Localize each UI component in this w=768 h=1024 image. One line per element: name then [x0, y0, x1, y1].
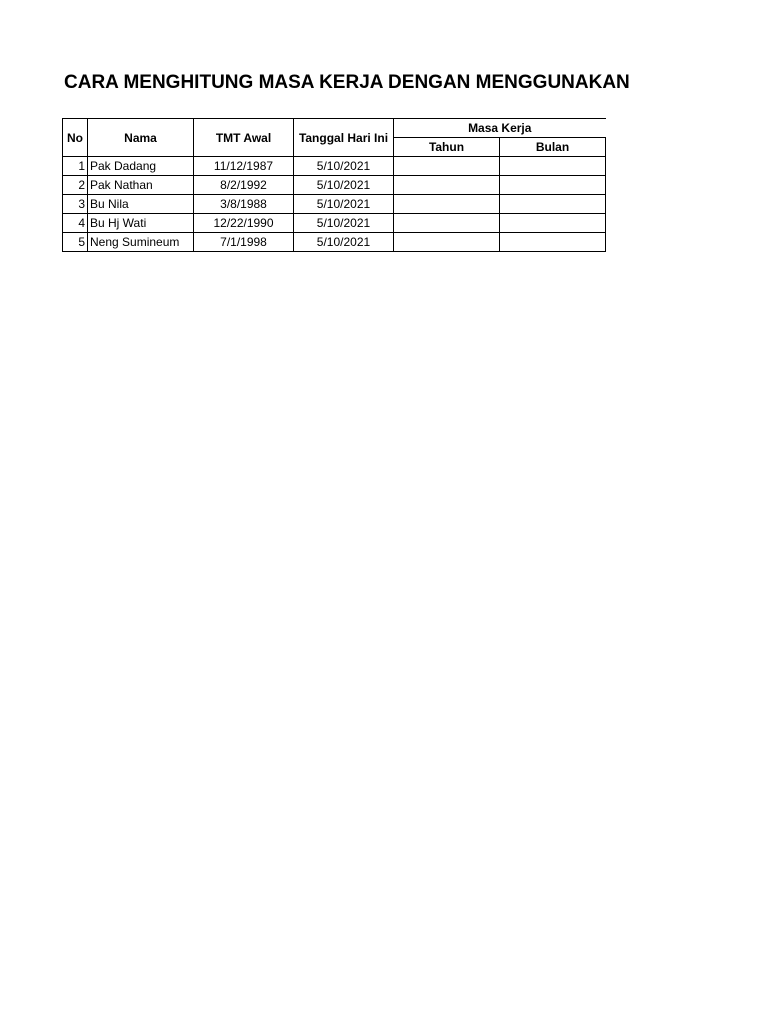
cell-tahun[interactable] — [394, 157, 500, 176]
header-tmt-awal[interactable]: TMT Awal — [194, 119, 294, 157]
table-header-row-1 — [63, 119, 606, 138]
table-row — [63, 195, 606, 214]
cell-nama[interactable]: Bu Hj Wati — [88, 214, 194, 233]
cell-no[interactable]: 2 — [63, 176, 88, 195]
header-tanggal-hari-ini[interactable]: Tanggal Hari Ini — [294, 119, 394, 157]
cell-tahun[interactable] — [394, 233, 500, 252]
cell-tmt-awal[interactable]: 12/22/1990 — [194, 214, 294, 233]
cell-tahun[interactable] — [394, 176, 500, 195]
cell-bulan[interactable] — [500, 176, 606, 195]
cell-tanggal-hari-ini[interactable]: 5/10/2021 — [294, 233, 394, 252]
table-row — [63, 233, 606, 252]
cell-tanggal-hari-ini[interactable]: 5/10/2021 — [294, 214, 394, 233]
page-title: CARA MENGHITUNG MASA KERJA DENGAN MENGGUNAKAN — [64, 72, 630, 93]
cell-no[interactable]: 4 — [63, 214, 88, 233]
cell-tahun[interactable] — [394, 214, 500, 233]
cell-nama[interactable]: Neng Sumineum — [88, 233, 194, 252]
cell-tahun[interactable] — [394, 195, 500, 214]
cell-nama[interactable]: Pak Dadang — [88, 157, 194, 176]
header-masa-kerja[interactable]: Masa Kerja — [394, 119, 606, 138]
masa-kerja-table — [62, 118, 606, 252]
cell-no[interactable]: 1 — [63, 157, 88, 176]
cell-tmt-awal[interactable]: 7/1/1998 — [194, 233, 294, 252]
cell-tanggal-hari-ini[interactable]: 5/10/2021 — [294, 176, 394, 195]
cell-bulan[interactable] — [500, 233, 606, 252]
header-nama[interactable]: Nama — [88, 119, 194, 157]
cell-bulan[interactable] — [500, 195, 606, 214]
table-row — [63, 214, 606, 233]
cell-tmt-awal[interactable]: 3/8/1988 — [194, 195, 294, 214]
cell-nama[interactable]: Pak Nathan — [88, 176, 194, 195]
cell-tanggal-hari-ini[interactable]: 5/10/2021 — [294, 195, 394, 214]
cell-tanggal-hari-ini[interactable]: 5/10/2021 — [294, 157, 394, 176]
cell-bulan[interactable] — [500, 214, 606, 233]
cell-no[interactable]: 5 — [63, 233, 88, 252]
table-row — [63, 157, 606, 176]
table-row — [63, 176, 606, 195]
cell-no[interactable]: 3 — [63, 195, 88, 214]
header-bulan[interactable]: Bulan — [500, 138, 606, 157]
cell-tmt-awal[interactable]: 11/12/1987 — [194, 157, 294, 176]
cell-tmt-awal[interactable]: 8/2/1992 — [194, 176, 294, 195]
header-no[interactable]: No — [63, 119, 88, 157]
cell-bulan[interactable] — [500, 157, 606, 176]
cell-nama[interactable]: Bu Nila — [88, 195, 194, 214]
header-tahun[interactable]: Tahun — [394, 138, 500, 157]
